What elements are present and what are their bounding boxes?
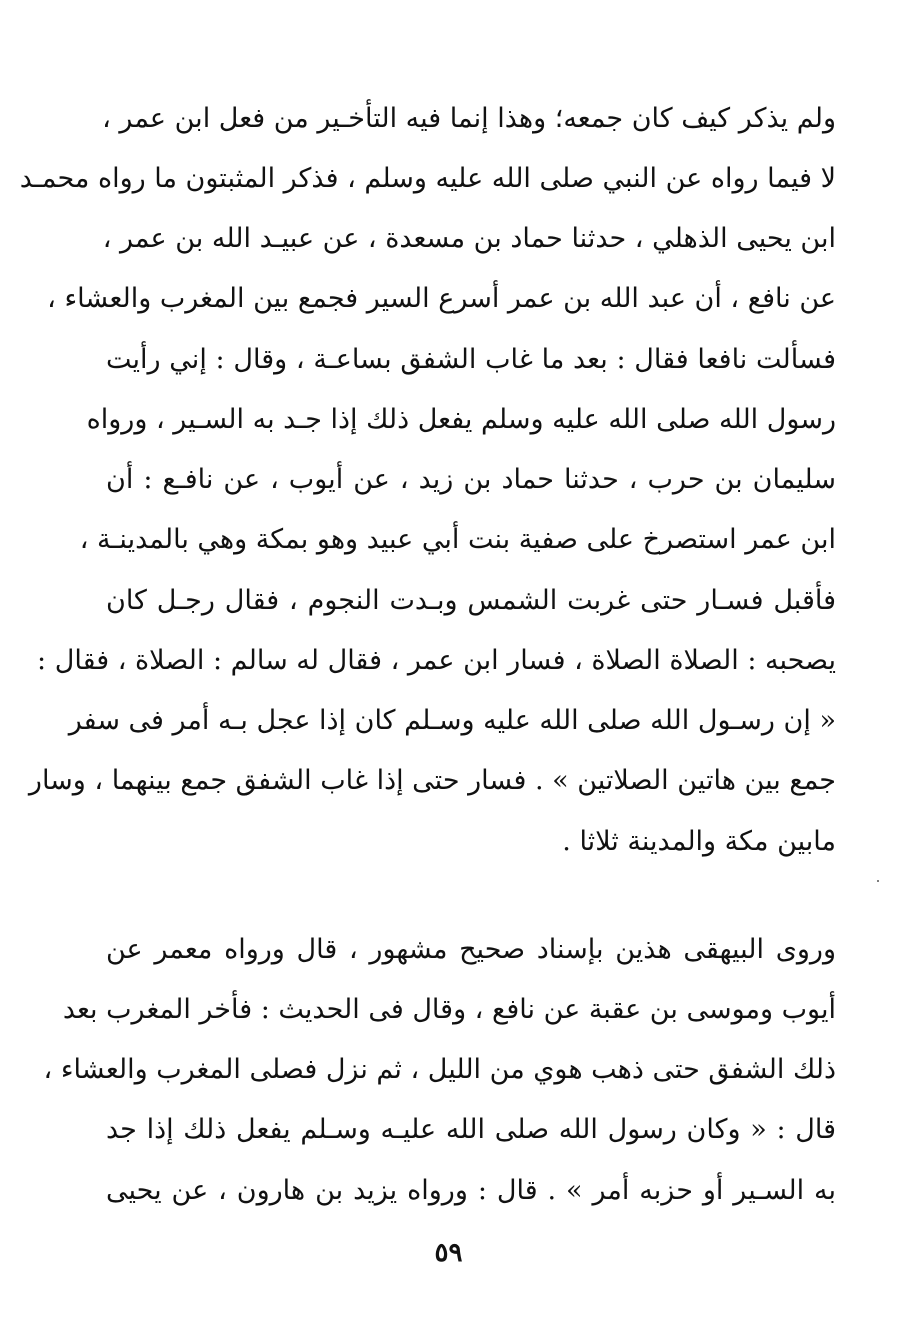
text-line: « إن رسـول الله صلى الله عليه وسـلم كان إذا عجل بـه أمر فى سفر bbox=[68, 705, 836, 736]
text-line: جمع بين هاتين الصلاتين » . فسار حتى إذا غاب الشفق جمع بينهما ، وسار bbox=[28, 765, 836, 796]
text-line: به السـير أو حزبه أمر » . قال : ورواه يزيد بن هارون ، عن يحيى bbox=[106, 1175, 836, 1206]
text-line: فسألت نافعا فقال : بعد ما غاب الشفق بساعـة ، وقال : إني رأيت bbox=[106, 344, 836, 375]
text-line: رسول الله صلى الله عليه وسلم يفعل ذلك إذا جـد به السـير ، ورواه bbox=[86, 404, 836, 435]
text-line: ابن يحيى الذهلي ، حدثنا حماد بن مسعدة ، عن عبيـد الله بن عمر ، bbox=[102, 223, 836, 254]
text-line: ذلك الشفق حتى ذهب هوي من الليل ، ثم نزل فصلى المغرب والعشاء ، bbox=[43, 1054, 836, 1085]
text-line: عن نافع ، أن عبد الله بن عمر أسرع السير فجمع بين المغرب والعشاء ، bbox=[47, 283, 836, 314]
text-line: يصحبه : الصلاة الصلاة ، فسار ابن عمر ، فقال له سالم : الصلاة ، فقال : bbox=[37, 645, 836, 676]
text-line: قال : « وكان رسول الله صلى الله عليـه وسـلم يفعل ذلك إذا جد bbox=[106, 1114, 836, 1145]
text-line: وروى البيهقى هذين بإسناد صحيح مشهور ، قال ورواه معمر عن bbox=[106, 934, 836, 965]
text-line: ولم يذكر كيف كان جمعه؛ وهذا إنما فيه التأخـير من فعل ابن عمر ، bbox=[102, 103, 836, 134]
text-line: فأقبل فسـار حتى غربت الشمس وبـدت النجوم ، فقال رجـل كان bbox=[106, 585, 836, 616]
text-line: مابين مكة والمدينة ثلاثا . bbox=[562, 826, 836, 857]
text-line: سليمان بن حرب ، حدثنا حماد بن زيد ، عن أيوب ، عن نافـع : أن bbox=[106, 464, 836, 495]
text-line: أيوب وموسى بن عقبة عن نافع ، وقال فى الحديث : فأخر المغرب بعد bbox=[62, 994, 836, 1025]
scan-speck bbox=[877, 880, 879, 882]
text-line: لا فيما رواه عن النبي صلى الله عليه وسلم ، فذكر المثبتون ما رواه محمـد bbox=[19, 163, 836, 194]
page-number: ٥٩ bbox=[434, 1238, 463, 1268]
text-line: ابن عمر استصرخ على صفية بنت أبي عبيد وهو بمكة وهي بالمدينـة ، bbox=[79, 524, 836, 555]
